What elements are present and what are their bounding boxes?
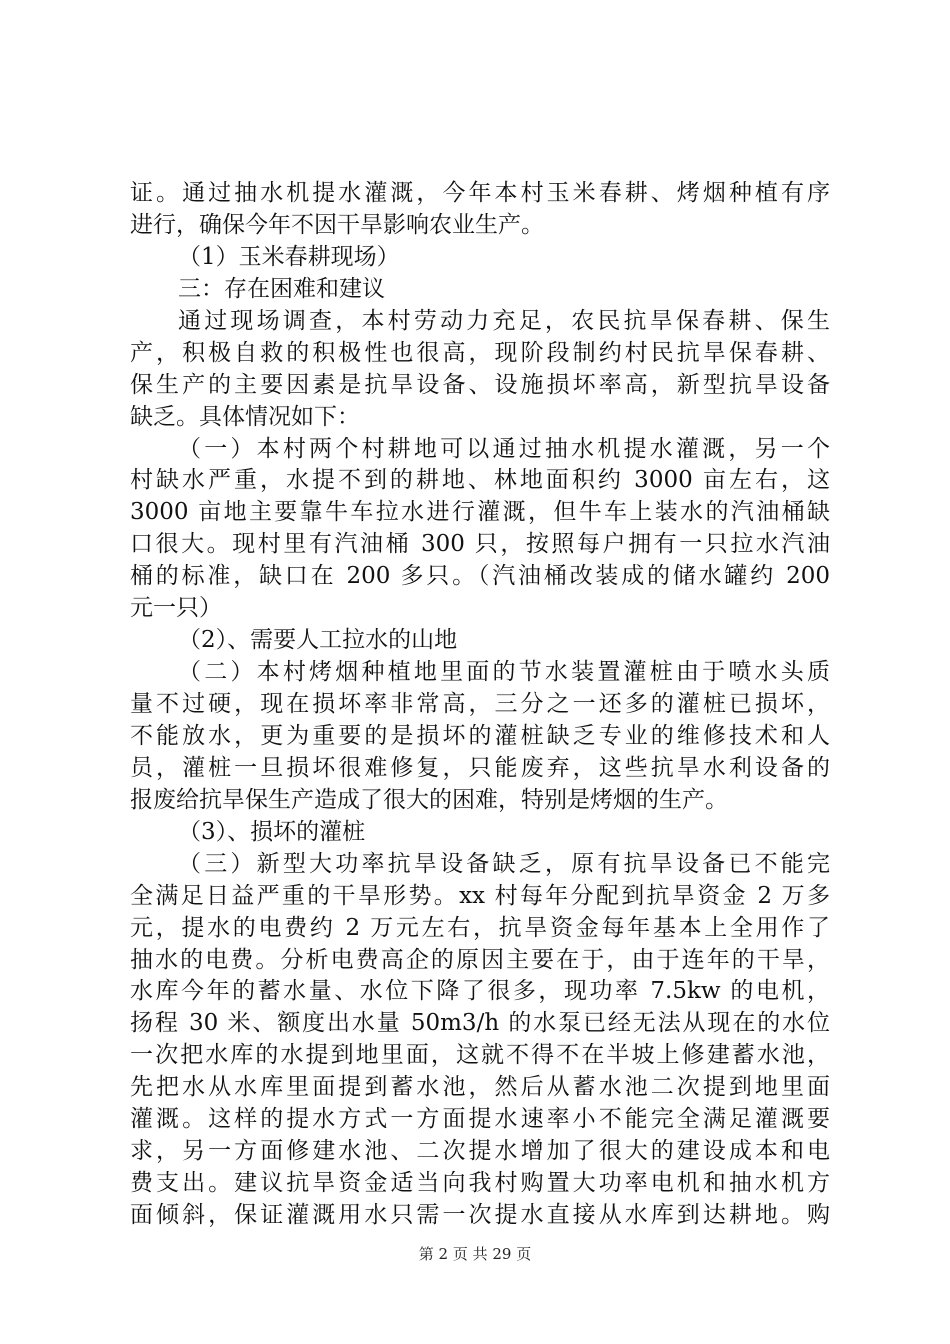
paragraph-line: 灌溉。这样的提水方式一方面提水速率小不能完全满足灌溉要 xyxy=(130,1106,830,1132)
paragraph-line: （一）本村两个村耕地可以通过抽水机提水灌溉，另一个 xyxy=(178,436,830,462)
caption-line: （3）、损坏的灌桩 xyxy=(178,819,366,845)
paragraph-line: 口很大。现村里有汽油桶 300 只，按照每户拥有一只拉水汽油 xyxy=(130,531,830,557)
paragraph-line: 3000 亩地主要靠牛车拉水进行灌溉，但牛车上装水的汽油桶缺 xyxy=(130,499,830,525)
paragraph-line: 全满足日益严重的干旱形势。xx 村每年分配到抗旱资金 2 万多 xyxy=(130,883,830,909)
paragraph-line: 村缺水严重，水提不到的耕地、林地面积约 3000 亩左右，这 xyxy=(130,467,830,493)
paragraph-line: 一次把水库的水提到地里面，这就不得不在半坡上修建蓄水池， xyxy=(130,1042,830,1068)
caption-line: （1）玉米春耕现场） xyxy=(178,244,400,270)
paragraph-line: 不能放水，更为重要的是损坏的灌桩缺乏专业的维修技术和人 xyxy=(130,723,830,749)
paragraph-line: 报废给抗旱保生产造成了很大的困难，特别是烤烟的生产。 xyxy=(130,787,728,813)
paragraph-line: 面倾斜，保证灌溉用水只需一次提水直接从水库到达耕地。购 xyxy=(130,1202,830,1228)
paragraph-line: 证。通过抽水机提水灌溉，今年本村玉米春耕、烤烟种植有序 xyxy=(130,180,830,206)
paragraph-line: （二）本村烤烟种植地里面的节水装置灌桩由于喷水头质 xyxy=(178,659,830,685)
paragraph-line: 扬程 30 米、额度出水量 50m3/h 的水泵已经无法从现在的水位 xyxy=(130,1010,830,1036)
paragraph-line: 保生产的主要因素是抗旱设备、设施损坏率高，新型抗旱设备 xyxy=(130,372,830,398)
paragraph-line: 缺乏。具体情况如下： xyxy=(130,404,360,430)
paragraph-line: 量不过硬，现在损坏率非常高，三分之一还多的灌桩已损坏， xyxy=(130,691,830,717)
paragraph-line: 元一只） xyxy=(130,595,222,621)
caption-line: （2）、需要人工拉水的山地 xyxy=(178,627,458,653)
paragraph-line: 桶的标准，缺口在 200 多只。（汽油桶改装成的储水罐约 200 xyxy=(130,563,830,589)
paragraph-line: 通过现场调查，本村劳动力充足，农民抗旱保春耕、保生 xyxy=(178,308,830,334)
paragraph-line: 进行，确保今年不因干旱影响农业生产。 xyxy=(130,212,544,238)
section-heading: 三：存在困难和建议 xyxy=(178,276,385,302)
paragraph-line: 抽水的电费。分析电费高企的原因主要在于，由于连年的干旱， xyxy=(130,947,830,973)
paragraph-line: 产，积极自救的积极性也很高，现阶段制约村民抗旱保春耕、 xyxy=(130,340,830,366)
paragraph-line: 员，灌桩一旦损坏很难修复，只能废弃，这些抗旱水利设备的 xyxy=(130,755,830,781)
paragraph-line: 费支出。建议抗旱资金适当向我村购置大功率电机和抽水机方 xyxy=(130,1170,830,1196)
paragraph-line: 求，另一方面修建水池、二次提水增加了很大的建设成本和电 xyxy=(130,1138,830,1164)
paragraph-line: 元，提水的电费约 2 万元左右，抗旱资金每年基本上全用作了 xyxy=(130,915,830,941)
paragraph-line: （三）新型大功率抗旱设备缺乏，原有抗旱设备已不能完 xyxy=(178,851,830,877)
page-number-footer: 第 2 页 共 29 页 xyxy=(418,1245,532,1263)
paragraph-line: 先把水从水库里面提到蓄水池，然后从蓄水池二次提到地里面 xyxy=(130,1074,830,1100)
paragraph-line: 水库今年的蓄水量、水位下降了很多，现功率 7.5kw 的电机， xyxy=(130,978,830,1004)
